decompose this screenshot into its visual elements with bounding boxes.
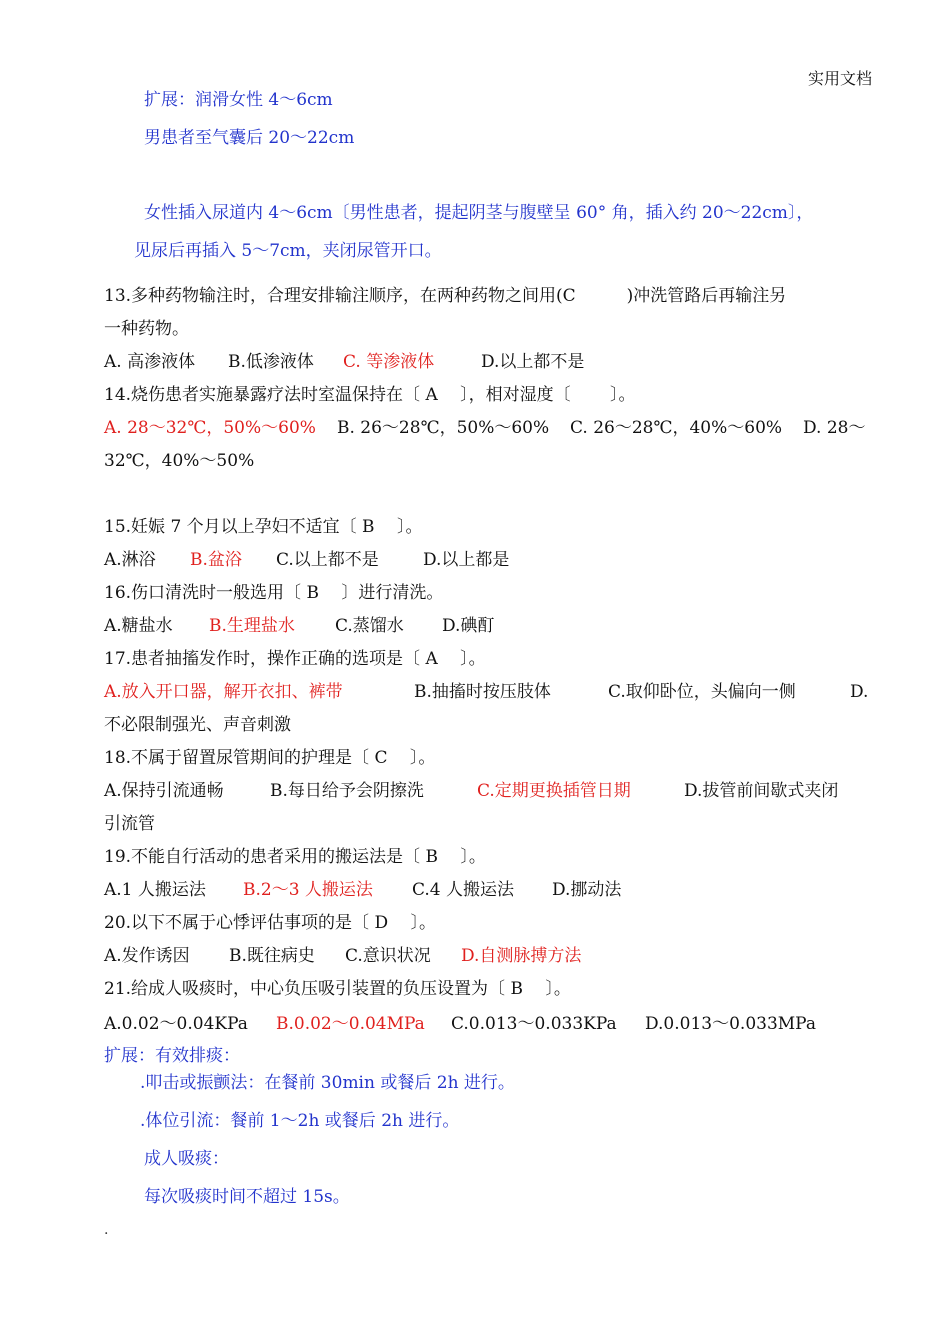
q21-option-c: C.0.013～0.033KPa <box>451 1014 617 1034</box>
q20-option-b: B.既往病史 <box>229 946 315 966</box>
q19-option-a: A.1 人搬运法 <box>104 880 206 900</box>
q13-option-b: B.低渗液体 <box>228 352 314 372</box>
ext-line-1: .叩击或振颤法：在餐前 30min 或餐后 2h 进行。 <box>140 1073 515 1093</box>
q13-option-a: A. 高渗液体 <box>104 352 196 372</box>
ext-title: 扩展：有效排痰： <box>104 1046 240 1066</box>
q20-option-a: A.发作诱因 <box>104 946 190 966</box>
q13-option-c: C. 等渗液体 <box>343 352 435 372</box>
intro-line-4: 见尿后再插入 5～7cm，夹闭尿管开口。 <box>134 241 442 261</box>
q18-question: 18.不属于留置尿管期间的护理是〔 C 〕。 <box>104 748 436 768</box>
ext-line-4: 每次吸痰时间不超过 15s。 <box>144 1187 350 1207</box>
q16-option-b: B.生理盐水 <box>209 616 295 636</box>
q14-option-a: A. 28～32℃，50%～60% <box>104 418 316 438</box>
q14-option-d: D. 28～ <box>803 418 866 438</box>
q15-option-b: B.盆浴 <box>190 550 242 570</box>
q21-option-b: B.0.02～0.04MPa <box>276 1014 425 1034</box>
q17-option-d: D. <box>850 682 869 702</box>
q19-question: 19.不能自行活动的患者采用的搬运法是〔 B 〕。 <box>104 847 486 867</box>
q17-option-b: B.抽搐时按压肢体 <box>414 682 551 702</box>
footer-mark: . <box>104 1222 109 1238</box>
q15-option-c: C.以上都不是 <box>276 550 379 570</box>
q21-question: 21.给成人吸痰时，中心负压吸引装置的负压设置为〔 B 〕。 <box>104 979 571 999</box>
q17-option-c: C.取仰卧位，头偏向一侧 <box>608 682 796 702</box>
q18-option-a: A.保持引流通畅 <box>104 781 224 801</box>
q13-option-d: D.以上都不是 <box>481 352 585 372</box>
q15-option-d: D.以上都是 <box>423 550 510 570</box>
q21-option-a: A.0.02～0.04KPa <box>104 1014 248 1034</box>
q18-option-d: D.拔管前间歇式夹闭 <box>684 781 839 801</box>
q14-option-d-cont: 32℃，40%～50% <box>104 451 255 471</box>
q21-option-d: D.0.013～0.033MPa <box>645 1014 816 1034</box>
q14-question: 14.烧伤患者实施暴露疗法时室温保持在〔 A 〕，相对湿度〔 〕。 <box>104 385 636 405</box>
q16-option-a: A.糖盐水 <box>104 616 173 636</box>
intro-line-2: 男患者至气囊后 20～22cm <box>144 128 355 148</box>
q18-option-c: C.定期更换插管日期 <box>477 781 631 801</box>
q18-option-d-cont: 引流管 <box>104 814 155 834</box>
q17-option-a: A.放入开口器，解开衣扣、裤带 <box>104 682 343 702</box>
q15-question: 15.妊娠 7 个月以上孕妇不适宜〔 B 〕。 <box>104 517 423 537</box>
q20-option-d: D.自测脉搏方法 <box>461 946 582 966</box>
page-header: 实用文档 <box>807 69 872 88</box>
q16-question: 16.伤口清洗时一般选用〔 B 〕进行清洗。 <box>104 583 444 603</box>
q14-option-b: B. 26～28℃，50%～60% <box>337 418 550 438</box>
q17-option-d-cont: 不必限制强光、声音刺激 <box>104 715 291 735</box>
q19-option-d: D.挪动法 <box>552 880 622 900</box>
q19-option-c: C.4 人搬运法 <box>412 880 515 900</box>
intro-line-1: 扩展：润滑女性 4～6cm <box>144 90 333 110</box>
intro-line-3: 女性插入尿道内 4～6cm〔男性患者，提起阴茎与腹壁呈 60° 角，插入约 20～22cm〕， <box>144 203 814 223</box>
q14-option-c: C. 26～28℃，40%～60% <box>570 418 783 438</box>
ext-line-3: 成人吸痰： <box>144 1149 229 1169</box>
q13-question: 13.多种药物输注时，合理安排输注顺序，在两种药物之间用(C )冲洗管路后再输注另 <box>104 286 787 306</box>
q16-option-d: D.碘酊 <box>442 616 495 636</box>
q15-option-a: A.淋浴 <box>104 550 156 570</box>
q20-question: 20.以下不属于心悸评估事项的是〔 D 〕。 <box>104 913 436 933</box>
q19-option-b: B.2～3 人搬运法 <box>243 880 373 900</box>
q13-question-cont: 一种药物。 <box>104 319 189 339</box>
q20-option-c: C.意识状况 <box>345 946 431 966</box>
q16-option-c: C.蒸馏水 <box>335 616 404 636</box>
ext-line-2: .体位引流：餐前 1～2h 或餐后 2h 进行。 <box>140 1111 460 1131</box>
q18-option-b: B.每日给予会阴擦洗 <box>270 781 424 801</box>
q17-question: 17.患者抽搐发作时，操作正确的选项是〔 A 〕。 <box>104 649 486 669</box>
